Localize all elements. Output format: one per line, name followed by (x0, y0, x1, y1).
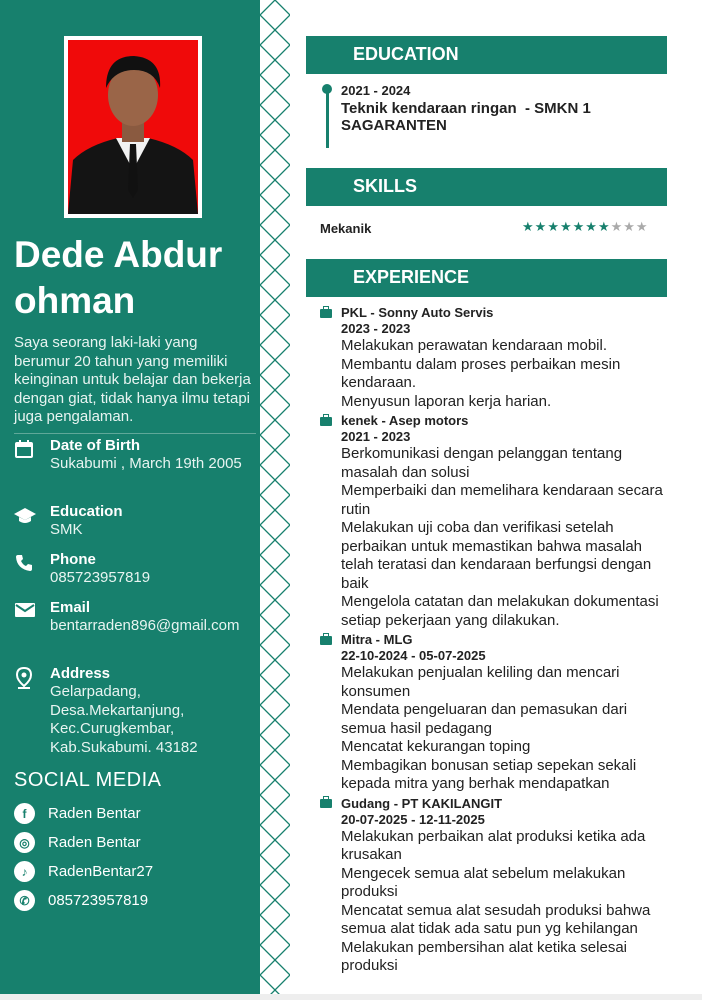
experience-task: Mencatat semua alat sesudah produksi bahwa semua alat tidak ada satu pun yg kehilangan (341, 901, 651, 937)
info-value: Gelarpadang, Desa.Mekartanjung, Kec.Curugkembar, Kab.Sukabumi. 43182 (50, 683, 198, 756)
experience-title: Mitra - MLG (341, 632, 413, 647)
briefcase-icon (320, 417, 332, 426)
profile-summary: Saya seorang laki-laki yang berumur 20 tahun yang memiliki keinginan untuk belajar dan bekerja dengan giat, tidak hanya ilmu tetapi juga pengalaman. (14, 334, 256, 434)
info-title: Phone (50, 551, 96, 568)
experience-task: Membagikan bonusan setiap sepekan sekali kepada mitra yang berhak mendapatkan (341, 756, 637, 792)
experience-header: EXPERIENCE (306, 259, 667, 297)
tiktok-icon: ♪ (14, 861, 35, 882)
experience-task: Melakukan pembersihan alat ketika selesai produksi (341, 938, 627, 974)
social-label: 085723957819 (48, 892, 149, 909)
star-filled-icon: ★ (597, 219, 611, 234)
experience-task: Berkomunikasi dengan pelanggan tentang masalah dan solusi (341, 445, 623, 481)
social-label: RadenBentar27 (48, 863, 154, 880)
skills-header: SKILLS (306, 168, 667, 206)
education-entry (341, 82, 641, 135)
experience-task: Melakukan penjualan keliling dan mencari konsumen (341, 664, 620, 700)
social-media-title: SOCIAL MEDIA (14, 769, 162, 791)
experience-task: Mengecek semua alat sebelum melakukan produksi (341, 864, 626, 900)
experience-period: 2021 - 2023 (341, 429, 411, 444)
experience-task: Melakukan perbaikan alat produksi ketika ada krusakan (341, 827, 646, 863)
info-title: Email (50, 599, 91, 616)
star-filled-icon: ★ (534, 219, 548, 234)
social-label: Raden Bentar (48, 805, 141, 822)
star-empty-icon: ★ (623, 219, 636, 234)
experience-task: Melakukan uji coba dan verifikasi setelah perbaikan untuk memastikan bahwa masalah telah teratasi dan kendaraan berfungsi dengan baik (341, 519, 652, 592)
experience-item (320, 796, 670, 976)
education-school: Teknik kendaraan ringan - SMKN 1 SAGARANTEN (341, 99, 595, 134)
experience-task: Mengelola catatan dan melakukan dokumentasi setiap pekerjaan yang dilakukan. (341, 593, 659, 629)
star-filled-icon: ★ (572, 219, 586, 234)
experience-item (320, 632, 670, 794)
star-empty-icon: ★ (610, 219, 624, 234)
info-address (14, 665, 254, 757)
info-email (14, 599, 254, 636)
star-filled-icon: ★ (547, 219, 560, 234)
facebook-icon: f (14, 803, 35, 824)
experience-title: Gudang - PT KAKILANGIT (341, 795, 503, 811)
experience-title-row (320, 796, 670, 812)
experience-task: Membantu dalam proses perbaikan mesin kendaraan. (341, 355, 621, 391)
whatsapp-icon: ✆ (14, 890, 35, 911)
diamond-lattice-divider (260, 0, 290, 1000)
social-tiktok[interactable] (14, 861, 153, 882)
experience-item (320, 305, 670, 411)
info-value: 085723957819 (50, 569, 151, 586)
experience-period: 20-07-2025 - 12-11-2025 (341, 811, 485, 827)
profile-name: Dede Abdur ohman (14, 234, 223, 321)
social-label: Raden Bentar (48, 834, 141, 851)
star-filled-icon: ★ (585, 219, 598, 234)
info-value: Sukabumi , March 19th 2005 (50, 455, 242, 472)
experience-title-row (320, 413, 670, 429)
info-value: bentarraden896@gmail.com (50, 617, 240, 634)
star-empty-icon: ★ (635, 219, 649, 234)
graduation-cap-icon (14, 503, 50, 540)
bottom-bar (0, 994, 702, 1000)
experience-title: kenek - Asep motors (341, 413, 469, 428)
location-icon (14, 665, 50, 757)
email-icon (14, 599, 50, 636)
info-value: SMK (50, 521, 83, 538)
social-facebook[interactable] (14, 803, 141, 824)
star-filled-icon: ★ (559, 219, 573, 234)
star-filled-icon: ★ (522, 219, 535, 234)
social-whatsapp[interactable] (14, 890, 148, 911)
info-title: Date of Birth (50, 437, 140, 454)
education-header: EDUCATION (306, 36, 667, 74)
phone-icon (14, 551, 50, 588)
info-title: Education (50, 503, 123, 520)
profile-photo (64, 36, 202, 218)
timeline-line (326, 90, 329, 148)
experience-item (320, 413, 670, 630)
experience-title-row (320, 305, 670, 321)
experience-task: Menyusun laporan kerja harian. (341, 392, 552, 410)
briefcase-icon (320, 636, 332, 645)
experience-period: 2023 - 2023 (341, 321, 411, 336)
experience-task: Mendata pengeluaran dan pemasukan dari semua hasil pedagang (341, 701, 628, 737)
sidebar (0, 0, 260, 1000)
experience-period: 22-10-2024 - 05-07-2025 (341, 648, 486, 663)
info-phone (14, 551, 254, 588)
briefcase-icon (320, 799, 332, 808)
info-date-of-birth (14, 437, 254, 474)
social-instagram[interactable] (14, 832, 141, 853)
experience-title-row (320, 632, 670, 648)
calendar-icon (14, 437, 50, 474)
experience-task: Memperbaiki dan memelihara kendaraan secara rutin (341, 482, 663, 518)
experience-list (320, 305, 670, 978)
experience-task: Mencatat kekurangan toping (341, 738, 531, 755)
education-period: 2021 - 2024 (341, 83, 411, 98)
info-title: Address (50, 665, 111, 682)
skill-name: Mekanik (320, 221, 372, 236)
experience-title: PKL - Sonny Auto Servis (341, 305, 494, 320)
skill-rating (522, 219, 649, 235)
info-education (14, 503, 254, 540)
instagram-icon: ◎ (14, 832, 35, 853)
briefcase-icon (320, 309, 332, 318)
experience-task: Melakukan perawatan kendaraan mobil. (341, 337, 607, 354)
